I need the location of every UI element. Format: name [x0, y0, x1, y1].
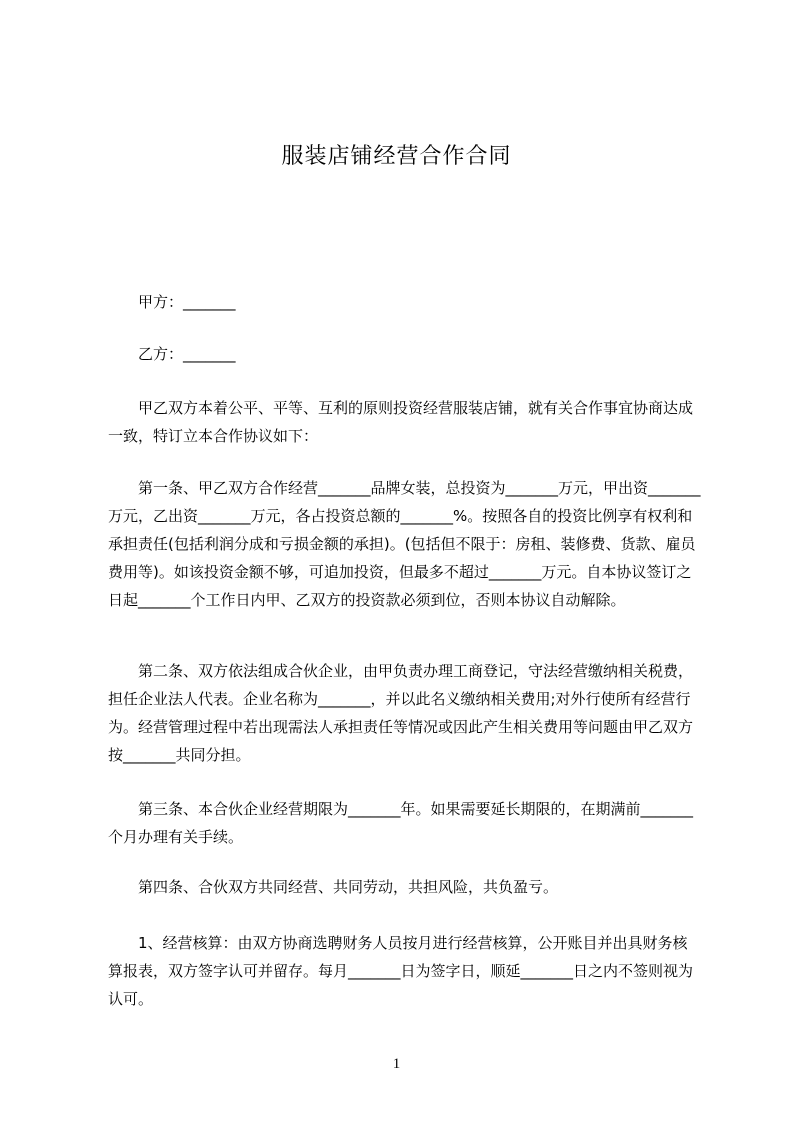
party-b-text: 乙方：_______	[138, 345, 236, 363]
party-a-line	[108, 288, 702, 316]
item-1-paragraph	[108, 929, 702, 1013]
intro-text: 甲乙双方本着公平、平等、互利的原则投资经营服装店铺，就有关合作事宜协商达成一致，特订立本合作协议如下：	[108, 399, 694, 445]
article-2-text: 第二条、双方依法组成合伙企业，由甲负责办理工商登记，守法经营缴纳相关税费，担任企业法人代表。企业名称为_______，并以此名义缴纳相关费用;对外行使所有经营行为。经营管理过程中若出现需法人承担责任等情况或因此产生相关费用等问题由甲乙双方按_______共同分担。	[108, 662, 694, 764]
document-title: 服装店铺经营合作合同	[281, 144, 512, 169]
article-3-paragraph	[108, 795, 702, 851]
article-3-text: 第三条、本合伙企业经营期限为_______年。如果需要延长期限的，在期满前_______个月办理有关手续。	[108, 800, 694, 846]
party-b-line	[108, 340, 702, 368]
article-4-paragraph	[108, 873, 702, 901]
article-2-paragraph	[108, 657, 702, 769]
party-a-text: 甲方：_______	[138, 293, 236, 311]
article-1-paragraph	[108, 474, 702, 614]
article-1-text: 第一条、甲乙双方合作经营_______品牌女装，总投资为_______万元，甲出资_______万元，乙出资_______万元，各占投资总额的_______%。按照各自的投资比例享有权利和承担责任(包括利润分成和亏损金额的承担)。(包括但不限于：房租、装修费、货款、雇员费用等)。如该投资金额不够，可追加投资，但最多不超过_______万元。自本协议签订之日起_______个工作日内甲、乙双方的投资款必须到位，否则本协议自动解除。	[108, 479, 701, 609]
page-number: 1	[392, 1056, 401, 1072]
article-4-text: 第四条、合伙双方共同经营、共同劳动，共担风险，共负盈亏。	[108, 878, 559, 896]
intro-paragraph	[108, 394, 702, 450]
item-1-text: 1、经营核算：由双方协商选聘财务人员按月进行经营核算，公开账目并出具财务核算报表，双方签字认可并留存。每月_______日为签字日，顺延_______日之内不签则视为认可。	[108, 934, 694, 1008]
